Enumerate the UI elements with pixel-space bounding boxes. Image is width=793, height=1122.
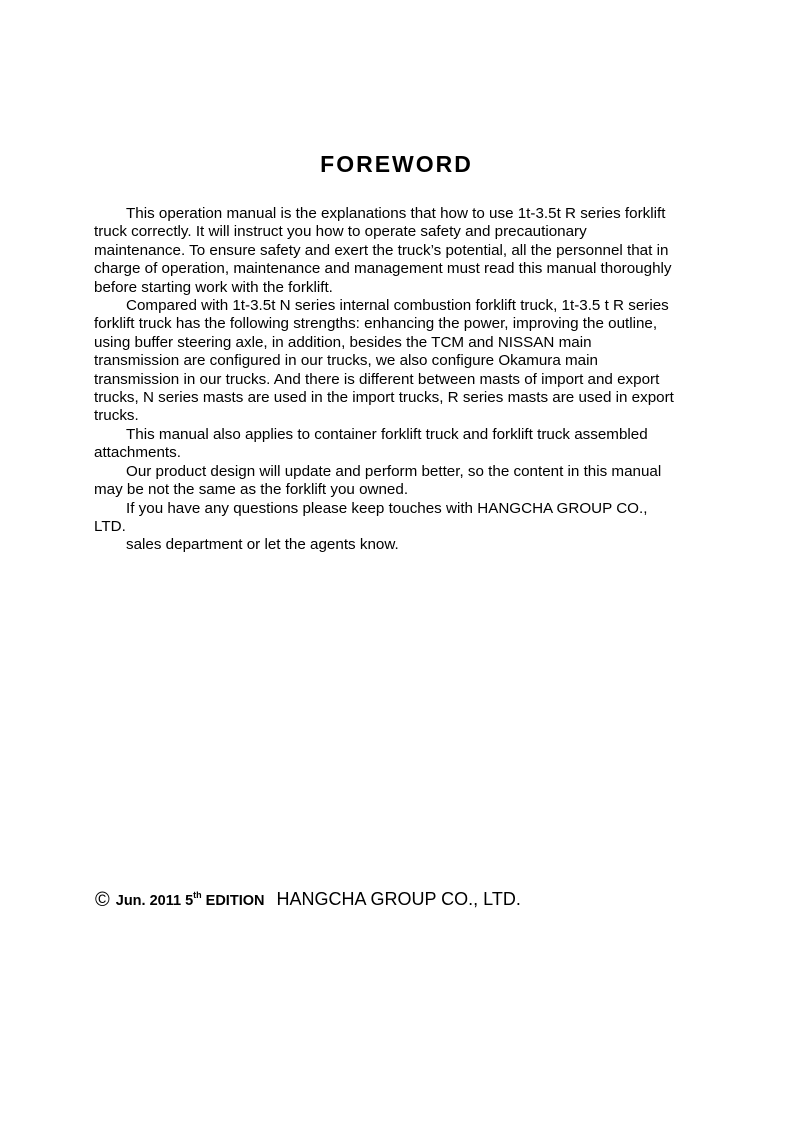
text-line: charge of operation, maintenance and management must read this manual thoroughly <box>94 260 672 278</box>
text-line: before starting work with the forklift. <box>94 278 333 296</box>
text-line: truck correctly. It will instruct you how to operate safety and precautionary <box>94 223 587 241</box>
text-line: transmission are configured in our trucks, we also configure Okamura main <box>94 352 598 370</box>
text-line: This operation manual is the explanations that how to use 1t-3.5t R series forklift <box>126 205 666 222</box>
text-line: trucks, N series masts are used in the import trucks, R series masts are used in export <box>94 389 674 407</box>
text-line: trucks. <box>94 407 139 425</box>
text-line: maintenance. To ensure safety and exert the truck’s potential, all the personnel that in <box>94 241 669 259</box>
text-line: Compared with 1t-3.5t N series internal combustion forklift truck, 1t-3.5 t R series <box>126 297 669 315</box>
copyright-symbol: © <box>95 889 110 911</box>
edition-ordinal-suffix: th <box>193 890 202 900</box>
text-line: forklift truck has the following strengths: enhancing the power, improving the outline, <box>94 315 658 333</box>
foreword-body <box>94 205 704 555</box>
edition-label: EDITION <box>201 893 265 909</box>
edition-footer <box>95 884 521 912</box>
text-line: transmission in our trucks. And there is different between masts of import and export <box>94 370 660 388</box>
text-line: If you have any questions please keep touches with HANGCHA GROUP CO., <box>126 499 648 517</box>
text-line: may be not the same as the forklift you owned. <box>94 481 409 499</box>
text-line: sales department or let the agents know. <box>126 536 399 554</box>
text-line: attachments. <box>94 444 181 462</box>
text-line: LTD. <box>94 517 126 535</box>
text-line: This manual also applies to container forklift truck and forklift truck assembled <box>126 425 648 443</box>
edition-date: Jun. 2011 5 <box>115 893 194 909</box>
text-line: using buffer steering axle, in addition, besides the TCM and NISSAN main <box>94 333 592 351</box>
text-line: Our product design will update and perform better, so the content in this manual <box>126 462 662 480</box>
company-name: HANGCHA GROUP CO., LTD. <box>276 889 521 909</box>
page-title: FOREWORD <box>320 151 473 177</box>
